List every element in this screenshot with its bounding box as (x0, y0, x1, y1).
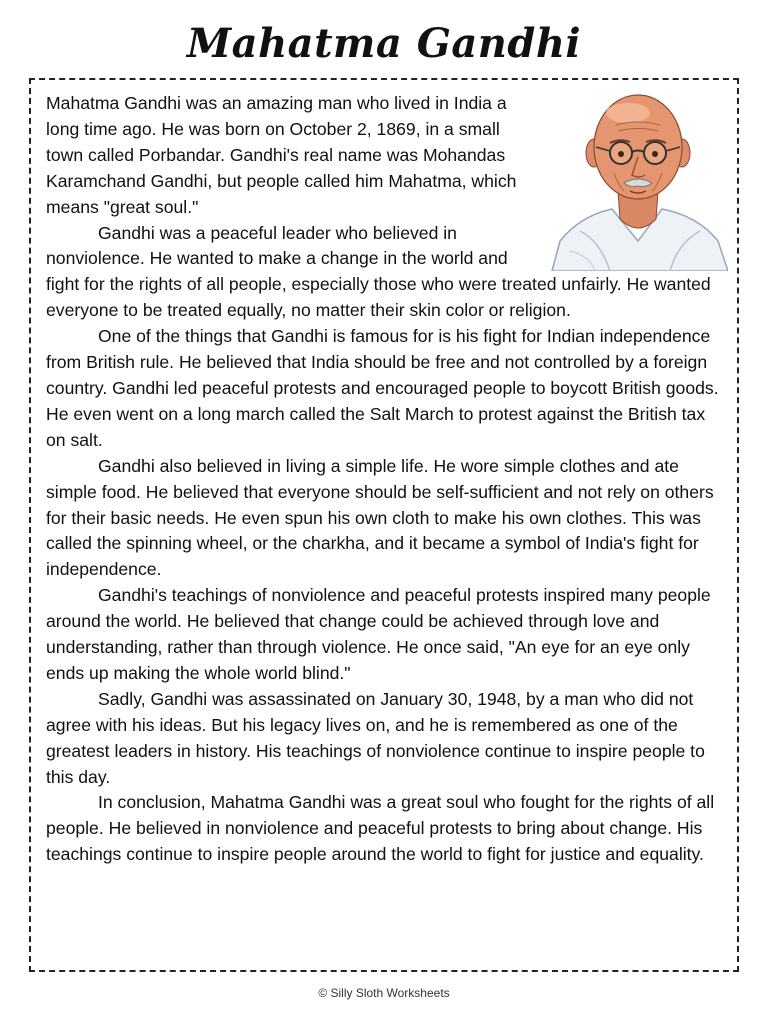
paragraph: Gandhi's teachings of nonviolence and peaceful protests inspired many people around the world. He believed that change could be achieved through love and understanding, rather than through violence. He once said, "An eye for an eye only ends up making the whole world blind." (46, 585, 711, 683)
paragraph: Gandhi also believed in living a simple life. He wore simple clothes and ate simple food. He believed that everyone should be self-sufficient and not rely on others for their basic needs. He even spun his own cloth to make his own clothes. This was called the spinning wheel, or the charkha, and it became a symbol of India's fight for independence. (46, 455, 714, 580)
paragraph: Sadly, Gandhi was assassinated on January 30, 1948, by a man who did not agree with his ideas. But his legacy lives on, and he is remembered as one of the greatest leaders in history. His teachings of nonviolence continue to inspire people to this day. (46, 688, 705, 787)
gandhi-portrait-icon (550, 91, 728, 271)
article-body (46, 91, 722, 868)
paragraph: Mahatma Gandhi was an amazing man who lived in India a long time ago. He was born on October 2, 1869, in a small town called Porbandar. Gandhi's real name was Mohandas Karamchand Gandhi, but people called him Mahatma, which means "great soul." (46, 93, 517, 217)
page-title: Mahatma Gandhi (186, 20, 582, 67)
paragraph: Gandhi was a peaceful leader who believed in nonviolence. He wanted to make a change in the world and fight for the rights of all people, especially those who were treated unfairly. He wanted everyone to be treated equally, no matter their skin color or religion. (46, 222, 711, 321)
paragraph: One of the things that Gandhi is famous for is his fight for Indian independence from British rule. He believed that India should be free and not controlled by a foreign country. Gandhi led peaceful protests and encouraged people to boycott British goods. He even went on a long march called the Salt March to protest against the British tax on salt. (46, 326, 719, 450)
copyright-footer: © Silly Sloth Worksheets (318, 986, 450, 1000)
paragraph: In conclusion, Mahatma Gandhi was a great soul who fought for the rights of all people. He believed in nonviolence and peaceful protests to bring about change. His teachings continue to inspire people around the world to fight for justice and equality. (46, 792, 715, 865)
